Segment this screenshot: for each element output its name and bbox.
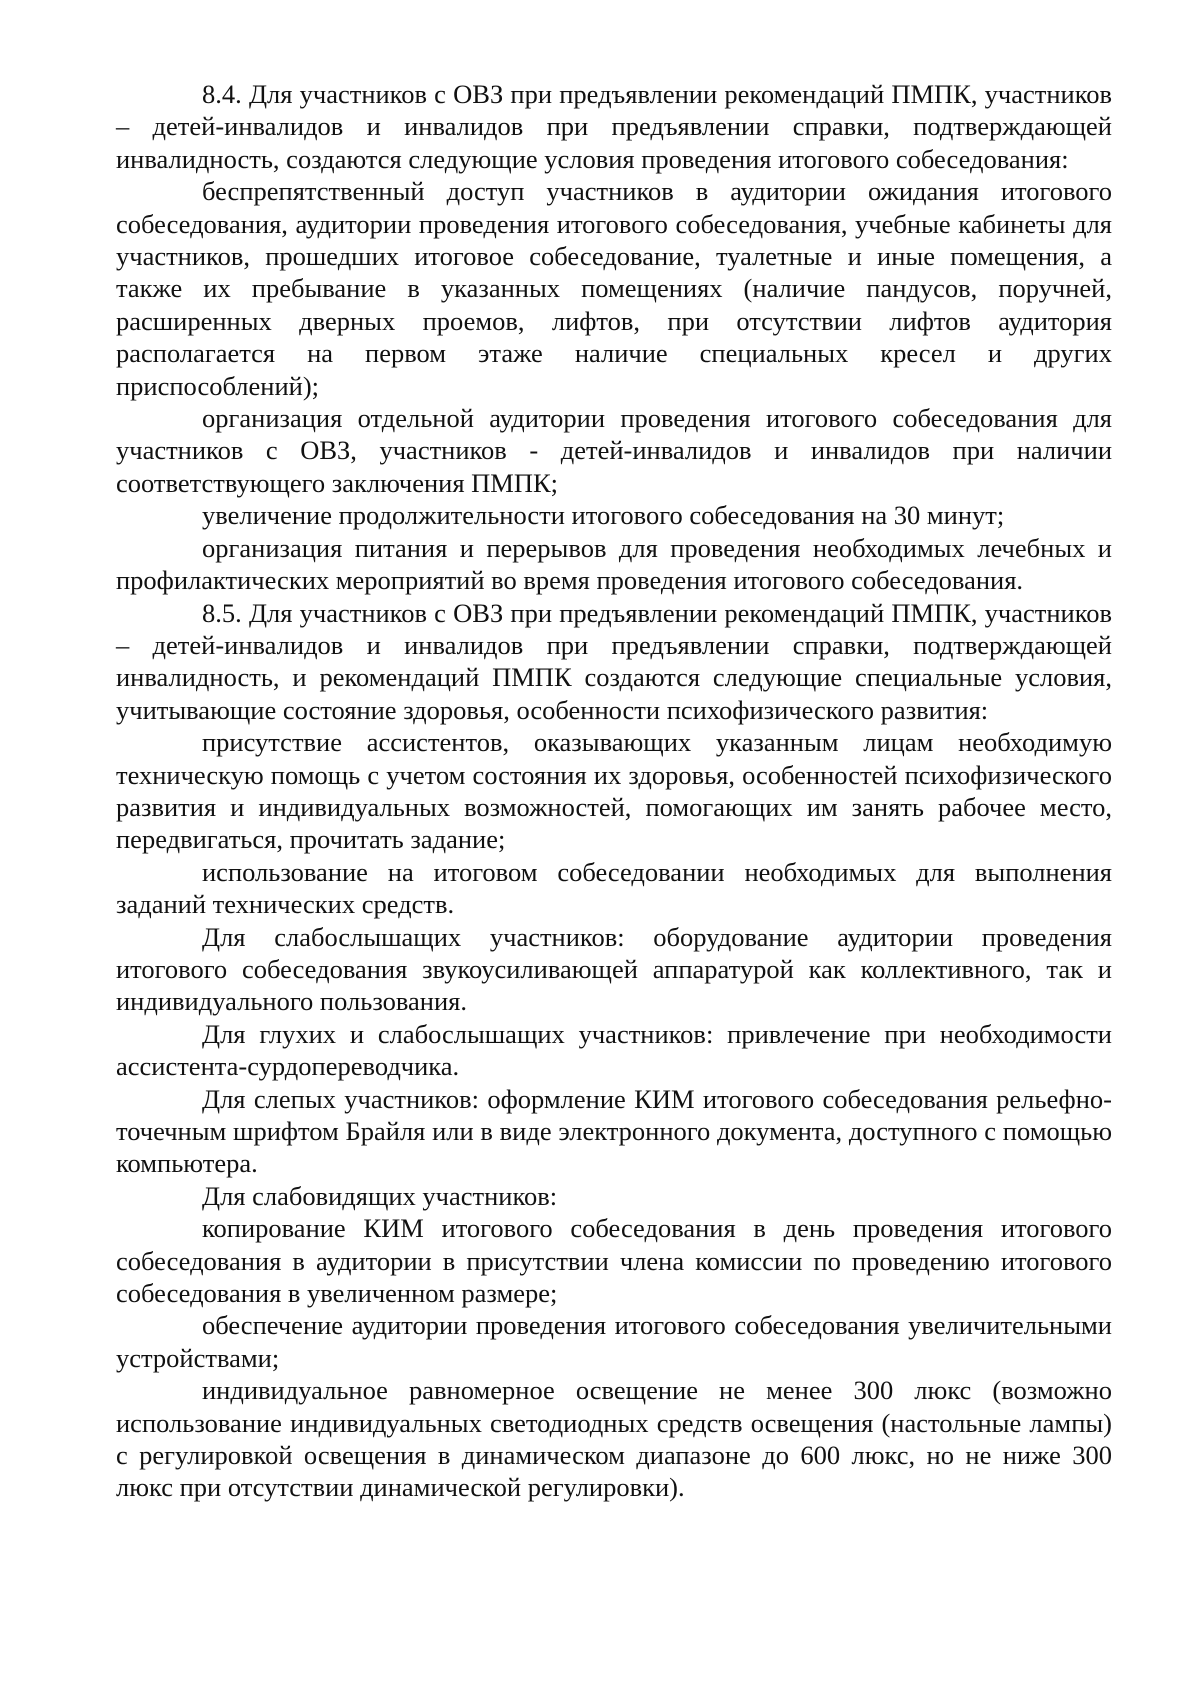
paragraph-blind: Для слепых участников: оформление КИМ итогового собеседования рельефно-точечным шрифтом Брайля или в виде электронного документа, доступного с помощью компьютера. (116, 1083, 1112, 1179)
paragraph-separate-room: организация отдельной аудитории проведения итогового собеседования для участников с ОВЗ, участников - детей-инвалидов и инвалидов при наличии соответствующего заключения ПМПК; (116, 403, 1112, 498)
paragraph-8-4: 8.4. Для участников с ОВЗ при предъявлении рекомендаций ПМПК, участников – детей-инвалидов и инвалидов при предъявлении справки, подтверждающей инвалидность, создаются следующие условия проведения итогового собеседования: (116, 79, 1112, 174)
paragraph-extended-duration: увеличение продолжительности итогового собеседования на 30 минут; (202, 500, 1005, 531)
paragraph-meals-breaks: организация питания и перерывов для проведения необходимых лечебных и профилактических мероприятий во время проведения итогового собеседования. (116, 532, 1112, 596)
paragraph-hard-of-hearing: Для слабослышащих участников: оборудование аудитории проведения итогового собеседования звукоусиливающей аппаратурой как коллективного, так и индивидуального пользования. (116, 921, 1112, 1017)
paragraph-deaf: Для глухих и слабослышащих участников: привлечение при необходимости ассистента-сурдопереводчика. (116, 1018, 1112, 1082)
paragraph-assistants: присутствие ассистентов, оказывающих указанным лицам необходимую техническую помощь с учетом состояния их здоровья, особенностей психофизического развития и индивидуальных возможностей, помогающих им занять рабочее место, передвигаться, прочитать задание; (116, 727, 1112, 855)
paragraph-visually-impaired-heading: Для слабовидящих участников: (202, 1180, 558, 1211)
paragraph-unobstructed-access: беспрепятственный доступ участников в аудитории ожидания итогового собеседования, аудитории проведения итогового собеседования, учебные кабинеты для участников, прошедших итоговое собеседование, туалетные и иные помещения, а также их пребывание в указанных помещениях (наличие пандусов, поручней, расширенных дверных проемов, лифтов, при отсутствии лифтов аудитория располагается на первом этаже наличие специальных кресел и других приспособлений); (116, 176, 1112, 401)
paragraph-8-5: 8.5. Для участников с ОВЗ при предъявлении рекомендаций ПМПК, участников – детей-инвалидов и инвалидов при предъявлении справки, подтверждающей инвалидность, и рекомендаций ПМПК создаются следующие специальные условия, учитывающие состояние здоровья, особенности психофизического развития: (116, 597, 1112, 725)
paragraph-magnifiers: обеспечение аудитории проведения итогового собеседования увеличительными устройствами; (116, 1310, 1112, 1373)
paragraph-copying-kim: копирование КИМ итогового собеседования в день проведения итогового собеседования в аудитории в присутствии члена комиссии по проведению итогового собеседования в увеличенном размере; (116, 1213, 1112, 1309)
paragraph-lighting: индивидуальное равномерное освещение не менее 300 люкс (возможно использование индивидуальных светодиодных средств освещения (настольные лампы) с регулировкой освещения в динамическом диапазоне до 600 люкс, но не ниже 300 люкс при отсутствии динамической регулировки). (116, 1375, 1112, 1503)
document-page (116, 78, 1112, 1504)
paragraph-technical-means: использование на итоговом собеседовании необходимых для выполнения заданий технических средств. (116, 856, 1112, 920)
